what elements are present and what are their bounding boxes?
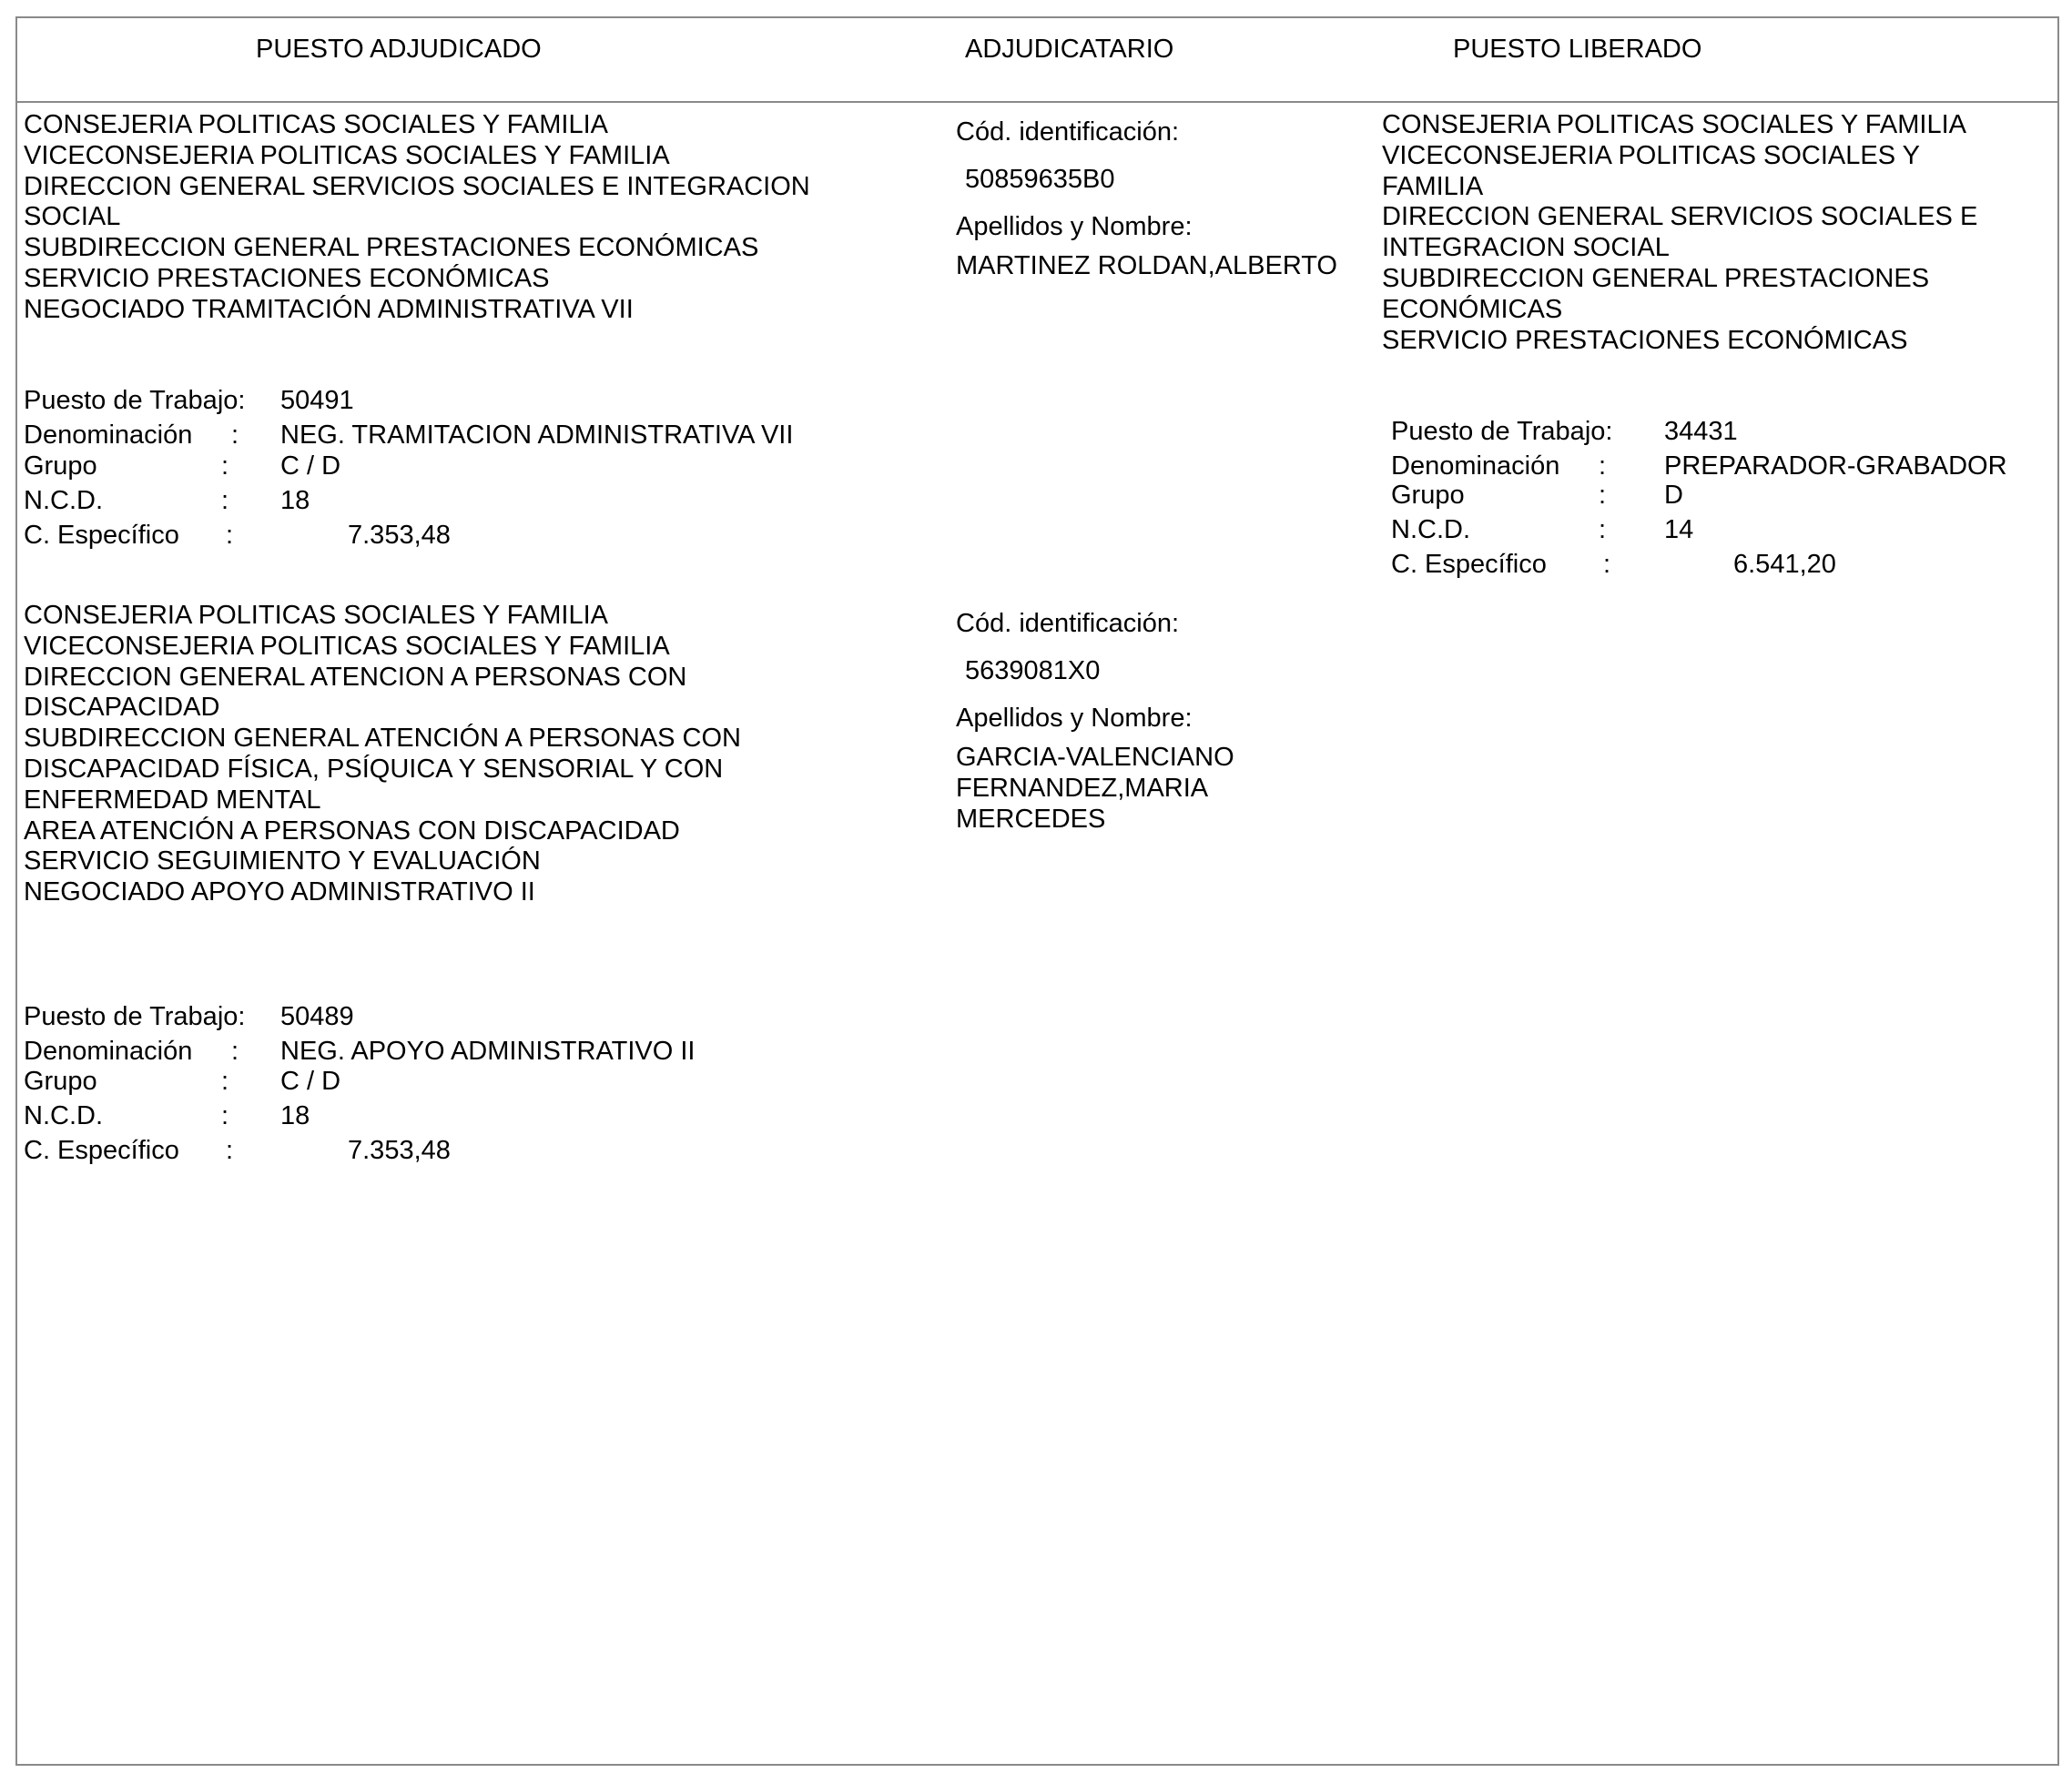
colon: : [1599,481,1607,510]
nombre-line: GARCIA-VALENCIANO [956,743,1234,772]
record-2-nombre [956,743,1234,835]
nombre-line: MARTINEZ ROLDAN,ALBERTO [956,251,1337,280]
denominacion-value: NEG. TRAMITACION ADMINISTRATIVA VII [280,420,794,450]
nombre-line: FERNANDEZ,MARIA [956,773,1209,803]
org-line: DIRECCION GENERAL ATENCION A PERSONAS CON [24,662,687,692]
c-especifico-value: 6.541,20 [1733,550,1836,579]
org-line: SERVICIO PRESTACIONES ECONÓMICAS [24,263,550,293]
org-line: VICECONSEJERIA POLITICAS SOCIALES Y FAMILIA [24,140,670,170]
org-line: CONSEJERIA POLITICAS SOCIALES Y FAMILIA [24,601,608,630]
colon: : [221,451,229,481]
record-2-cod-value: 5639081X0 [965,656,1101,685]
grupo-label: Grupo [24,451,97,481]
header-puesto-adjudicado: PUESTO ADJUDICADO [256,35,542,64]
record-2-adjudicado-org [24,601,741,908]
c-especifico-label: C. Específico [24,521,179,550]
ncd-value: 18 [280,1101,310,1130]
org-line: CONSEJERIA POLITICAS SOCIALES Y FAMILIA [1382,110,1966,139]
puesto-trabajo-label: Puesto de Trabajo: [1391,417,1613,446]
ncd-label: N.C.D. [1391,515,1470,544]
denominacion-value: NEG. APOYO ADMINISTRATIVO II [280,1037,696,1066]
colon: : [1599,515,1607,544]
puesto-trabajo-value: 50491 [280,386,354,415]
header-puesto-liberado: PUESTO LIBERADO [1453,35,1702,64]
org-line: SOCIAL [24,202,121,232]
denominacion-label: Denominación [24,420,193,450]
org-line: DISCAPACIDAD FÍSICA, PSÍQUICA Y SENSORIAL Y CON [24,754,724,784]
org-line: INTEGRACION SOCIAL [1382,233,1670,263]
record-2-cod-label: Cód. identificación: [956,609,1180,638]
record-1-apellidos-label: Apellidos y Nombre: [956,212,1193,241]
colon: : [226,521,234,550]
denominacion-label: Denominación [24,1037,193,1066]
org-line: AREA ATENCIÓN A PERSONAS CON DISCAPACIDAD [24,816,680,846]
colon: : [221,486,229,515]
org-line: SUBDIRECCION GENERAL PRESTACIONES ECONÓMICAS [24,233,759,263]
ncd-label: N.C.D. [24,1101,103,1130]
grupo-value: C / D [280,1067,341,1096]
org-line: NEGOCIADO APOYO ADMINISTRATIVO II [24,877,535,907]
ncd-value: 14 [1664,515,1694,544]
denominacion-value: PREPARADOR-GRABADOR [1664,451,2007,481]
colon: : [226,1136,234,1165]
grupo-label: Grupo [1391,481,1465,510]
ncd-label: N.C.D. [24,486,103,515]
grupo-value: C / D [280,451,341,481]
org-line: SERVICIO PRESTACIONES ECONÓMICAS [1382,325,1908,355]
org-line: SUBDIRECCION GENERAL ATENCIÓN A PERSONAS CON [24,724,741,754]
puesto-trabajo-value: 34431 [1664,417,1738,446]
org-line: ENFERMEDAD MENTAL [24,785,321,815]
colon: : [221,1101,229,1130]
colon: : [231,420,239,450]
org-line: FAMILIA [1382,171,1484,201]
puesto-trabajo-label: Puesto de Trabajo: [24,1002,246,1031]
org-line: SUBDIRECCION GENERAL PRESTACIONES [1382,263,1930,293]
c-especifico-value: 7.353,48 [348,521,451,550]
record-1-cod-label: Cód. identificación: [956,117,1180,147]
c-especifico-value: 7.353,48 [348,1136,451,1165]
org-line: ECONÓMICAS [1382,294,1563,324]
org-line: SERVICIO SEGUIMIENTO Y EVALUACIÓN [24,846,541,876]
nombre-line: MERCEDES [956,804,1106,834]
org-line: DIRECCION GENERAL SERVICIOS SOCIALES E [1382,202,1978,232]
colon: : [1603,550,1611,579]
org-line: NEGOCIADO TRAMITACIÓN ADMINISTRATIVA VII [24,294,634,324]
puesto-trabajo-label: Puesto de Trabajo: [24,386,246,415]
header-divider [15,101,2059,103]
org-line: VICECONSEJERIA POLITICAS SOCIALES Y FAMILIA [24,631,670,661]
org-line: CONSEJERIA POLITICAS SOCIALES Y FAMILIA [24,110,608,139]
org-line: DISCAPACIDAD [24,693,220,723]
org-line: VICECONSEJERIA POLITICAS SOCIALES Y [1382,140,1920,170]
colon: : [1599,451,1607,481]
record-2-apellidos-label: Apellidos y Nombre: [956,704,1193,733]
ncd-value: 18 [280,486,310,515]
puesto-trabajo-value: 50489 [280,1002,354,1031]
colon: : [231,1037,239,1066]
c-especifico-label: C. Específico [1391,550,1547,579]
grupo-label: Grupo [24,1067,97,1096]
header-adjudicatario: ADJUDICATARIO [965,35,1174,64]
c-especifico-label: C. Específico [24,1136,179,1165]
record-1-cod-value: 50859635B0 [965,165,1115,194]
denominacion-label: Denominación [1391,451,1560,481]
record-1-liberado-org [1382,110,1977,356]
grupo-value: D [1664,481,1683,510]
record-1-adjudicado-org [24,110,810,326]
org-line: DIRECCION GENERAL SERVICIOS SOCIALES E INTEGRACION [24,171,810,201]
record-1-nombre [956,251,1337,282]
colon: : [221,1067,229,1096]
